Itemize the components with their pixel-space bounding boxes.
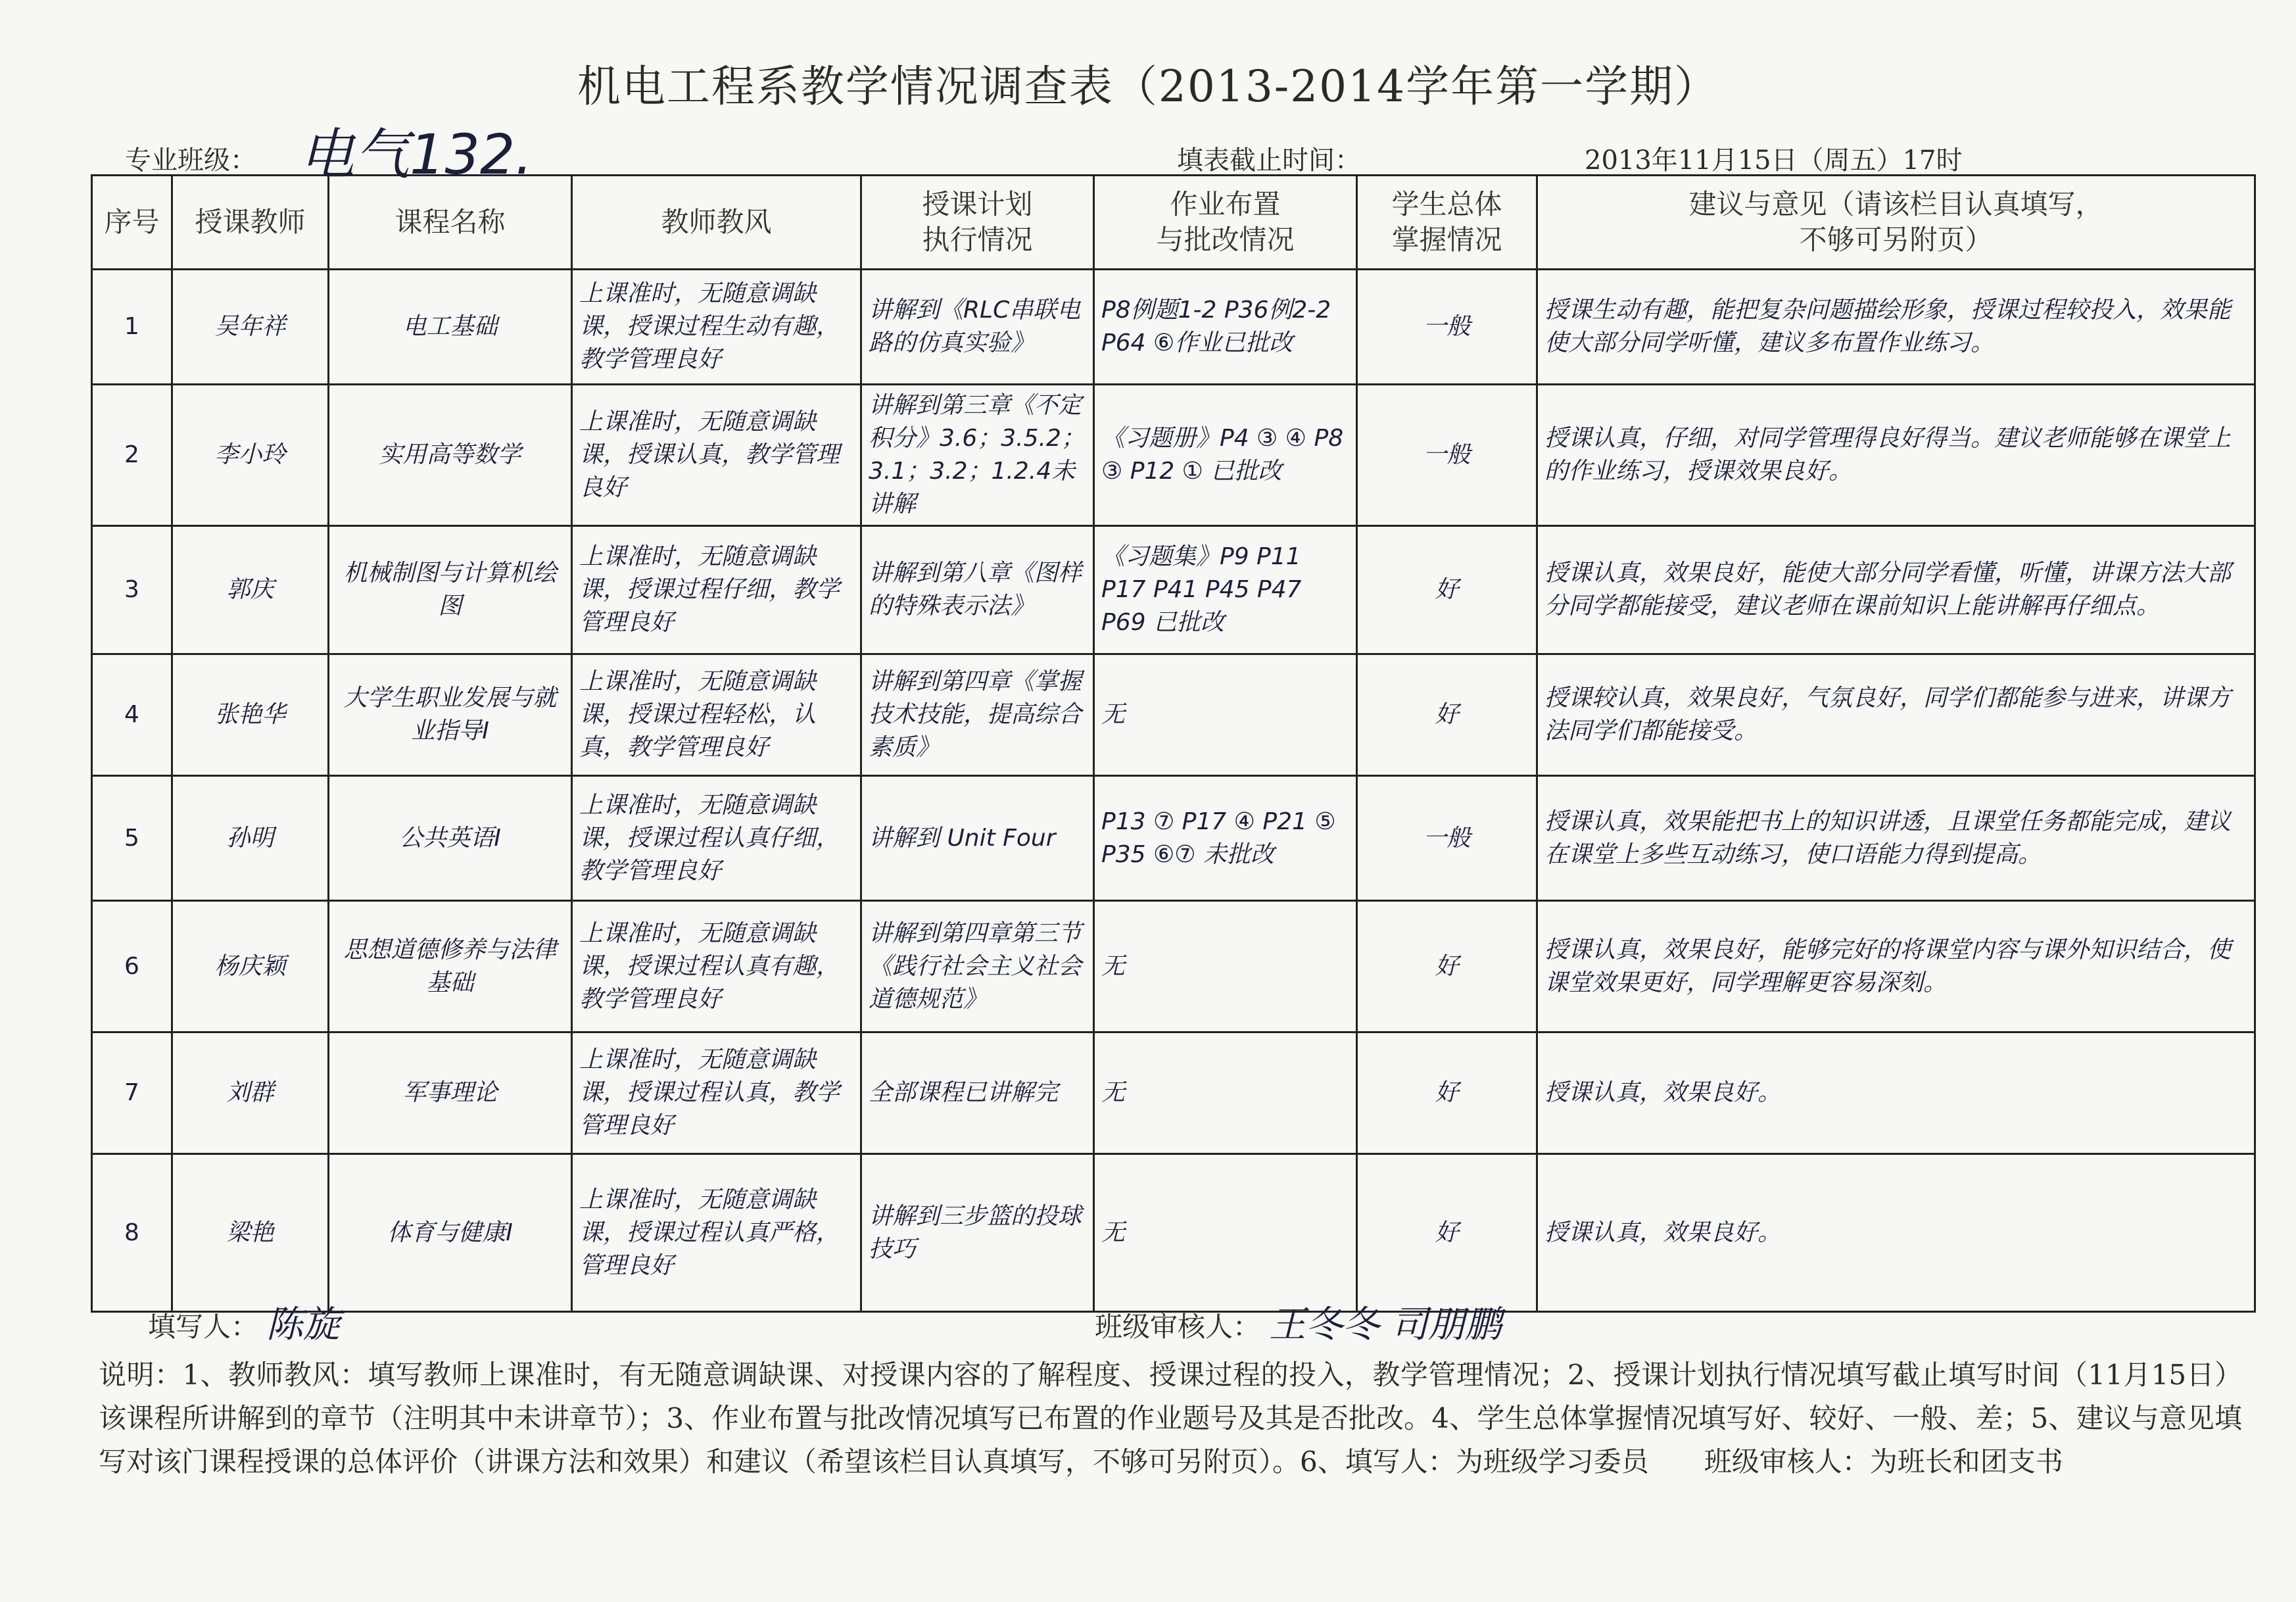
row-style: 上课准时，无随意调缺课，授课过程认真仔细，教学管理良好 [572, 776, 861, 901]
row-plan: 讲解到第八章《图样的特殊表示法》 [861, 526, 1094, 654]
row-homework: P8例题1-2 P36例2-2 P64 ⑥作业已批改 [1094, 270, 1357, 385]
filler-label: 填写人： [148, 1311, 259, 1343]
row-teacher: 杨庆颖 [172, 901, 329, 1032]
row-num: 3 [92, 526, 172, 654]
table-row [92, 1032, 2255, 1154]
row-teacher: 李小玲 [172, 385, 329, 526]
row-mastery: 好 [1357, 654, 1537, 776]
row-plan: 讲解到三步篮的投球技巧 [861, 1154, 1094, 1312]
row-mastery: 一般 [1357, 385, 1537, 526]
row-homework: 《习题册》P4 ③ ④ P8 ③ P12 ① 已批改 [1094, 385, 1357, 526]
row-style: 上课准时，无随意调缺课，授课过程认真严格，管理良好 [572, 1154, 861, 1312]
row-plan: 讲解到《RLC串联电路的仿真实验》 [861, 270, 1094, 385]
row-advice: 授课认真，仔细，对同学管理得良好得当。建议老师能够在课堂上的作业练习，授课效果良好。 [1537, 385, 2255, 526]
row-advice: 授课认真，效果能把书上的知识讲透，且课堂任务都能完成，建议在课堂上多些互动练习，使口语能力得到提高。 [1537, 776, 2255, 901]
row-mastery: 一般 [1357, 270, 1537, 385]
table-row [92, 270, 2255, 385]
table-row [92, 901, 2255, 1032]
column-header-teacher: 授课教师 [172, 176, 329, 270]
row-course: 大学生职业发展与就业指导Ⅰ [329, 654, 572, 776]
column-header-advice: 建议与意见（请该栏目认真填写， 不够可另附页） [1537, 176, 2255, 270]
row-advice: 授课认真，效果良好，能使大部分同学看懂，听懂，讲课方法大部分同学都能接受，建议老师在课前知识上能讲解再仔细点。 [1537, 526, 2255, 654]
deadline-value: 2013年11月15日（周五）17时 [1585, 145, 1963, 176]
row-teacher: 张艳华 [172, 654, 329, 776]
row-style: 上课准时，无随意调缺课，授课过程生动有趣，教学管理良好 [572, 270, 861, 385]
column-header-mastery: 学生总体 掌握情况 [1357, 176, 1537, 270]
page-title: 机电工程系教学情况调查表（2013-2014学年第一学期） [577, 61, 1719, 112]
table-row [92, 385, 2255, 526]
row-plan: 讲解到第四章第三节《践行社会主义社会道德规范》 [861, 901, 1094, 1032]
row-course: 实用高等数学 [329, 385, 572, 526]
column-header-plan: 授课计划 执行情况 [861, 176, 1094, 270]
row-homework: 《习题集》P9 P11 P17 P41 P45 P47 P69 已批改 [1094, 526, 1357, 654]
reviewer-value: 王冬冬 司朋鹏 [1269, 1303, 1502, 1346]
table-row [92, 526, 2255, 654]
column-header-style: 教师教风 [572, 176, 861, 270]
row-advice: 授课认真，效果良好，能够完好的将课堂内容与课外知识结合，使课堂效果更好，同学理解更容易深刻。 [1537, 901, 2255, 1032]
filler-value: 陈旋 [266, 1303, 340, 1346]
row-plan: 讲解到 Unit Four [861, 776, 1094, 901]
row-homework: P13 ⑦ P17 ④ P21 ⑤ P35 ⑥⑦ 未批改 [1094, 776, 1357, 901]
row-homework: 无 [1094, 901, 1357, 1032]
row-advice: 授课生动有趣，能把复杂问题描绘形象，授课过程较投入，效果能使大部分同学听懂，建议多布置作业练习。 [1537, 270, 2255, 385]
row-plan: 讲解到第三章《不定积分》3.6；3.5.2；3.1；3.2；1.2.4未讲解 [861, 385, 1094, 526]
row-advice: 授课认真，效果良好。 [1537, 1154, 2255, 1312]
row-teacher: 吴年祥 [172, 270, 329, 385]
row-advice: 授课较认真，效果良好，气氛良好，同学们都能参与进来，讲课方法同学们都能接受。 [1537, 654, 2255, 776]
row-style: 上课准时，无随意调缺课，授课过程轻松，认真，教学管理良好 [572, 654, 861, 776]
row-mastery: 一般 [1357, 776, 1537, 901]
row-style: 上课准时，无随意调缺课，授课过程仔细，教学管理良好 [572, 526, 861, 654]
row-num: 8 [92, 1154, 172, 1312]
row-style: 上课准时，无随意调缺课，授课过程认真，教学管理良好 [572, 1032, 861, 1154]
row-num: 7 [92, 1032, 172, 1154]
table-row [92, 776, 2255, 901]
row-advice: 授课认真，效果良好。 [1537, 1032, 2255, 1154]
row-course: 机械制图与计算机绘图 [329, 526, 572, 654]
row-homework: 无 [1094, 1154, 1357, 1312]
row-style: 上课准时，无随意调缺课，授课认真，教学管理良好 [572, 385, 861, 526]
row-homework: 无 [1094, 654, 1357, 776]
row-teacher: 郭庆 [172, 526, 329, 654]
row-plan: 全部课程已讲解完 [861, 1032, 1094, 1154]
row-style: 上课准时，无随意调缺课，授课过程认真有趣，教学管理良好 [572, 901, 861, 1032]
row-num: 6 [92, 901, 172, 1032]
row-teacher: 刘群 [172, 1032, 329, 1154]
table-header-row [92, 176, 2255, 270]
row-mastery: 好 [1357, 1154, 1537, 1312]
row-course: 军事理论 [329, 1032, 572, 1154]
column-header-homework: 作业布置 与批改情况 [1094, 176, 1357, 270]
column-header-course: 课程名称 [329, 176, 572, 270]
row-plan: 讲解到第四章《掌握技术技能，提高综合素质》 [861, 654, 1094, 776]
row-mastery: 好 [1357, 1032, 1537, 1154]
class-value: 电气132. [299, 122, 533, 187]
row-num: 5 [92, 776, 172, 901]
class-label: 专业班级： [125, 145, 256, 176]
survey-table [91, 174, 2256, 1313]
column-header-num: 序号 [92, 176, 172, 270]
row-teacher: 梁艳 [172, 1154, 329, 1312]
row-homework: 无 [1094, 1032, 1357, 1154]
row-mastery: 好 [1357, 901, 1537, 1032]
table-row [92, 1154, 2255, 1312]
row-course: 公共英语Ⅰ [329, 776, 572, 901]
row-num: 1 [92, 270, 172, 385]
row-mastery: 好 [1357, 526, 1537, 654]
row-course: 电工基础 [329, 270, 572, 385]
reviewer-label: 班级审核人： [1095, 1311, 1261, 1343]
instructions-note: 说明：1、教师教风：填写教师上课准时，有无随意调缺课、对授课内容的了解程度、授课过程的投入，教学管理情况；2、授课计划执行情况填写截止填写时间（11月15日）该课程所讲解到的章节（注明其中未讲章节）；3、作业布置与批改情况填写已布置的作业题号及其是否批改。4、学生总体掌握情况填写好、较好、一般、差；5、建议与意见填写对该门课程授课的总体评价（讲课方法和效果）和建议（希望该栏目认真填写，不够可另附页）。6、填写人：为班级学习委员 班级审核人：为班长和团支书 [99, 1359, 2242, 1478]
row-course: 思想道德修养与法律基础 [329, 901, 572, 1032]
row-num: 4 [92, 654, 172, 776]
table-row [92, 654, 2255, 776]
row-course: 体育与健康Ⅰ [329, 1154, 572, 1312]
row-num: 2 [92, 385, 172, 526]
deadline-label: 填表截止时间： [1177, 145, 1361, 176]
row-teacher: 孙明 [172, 776, 329, 901]
